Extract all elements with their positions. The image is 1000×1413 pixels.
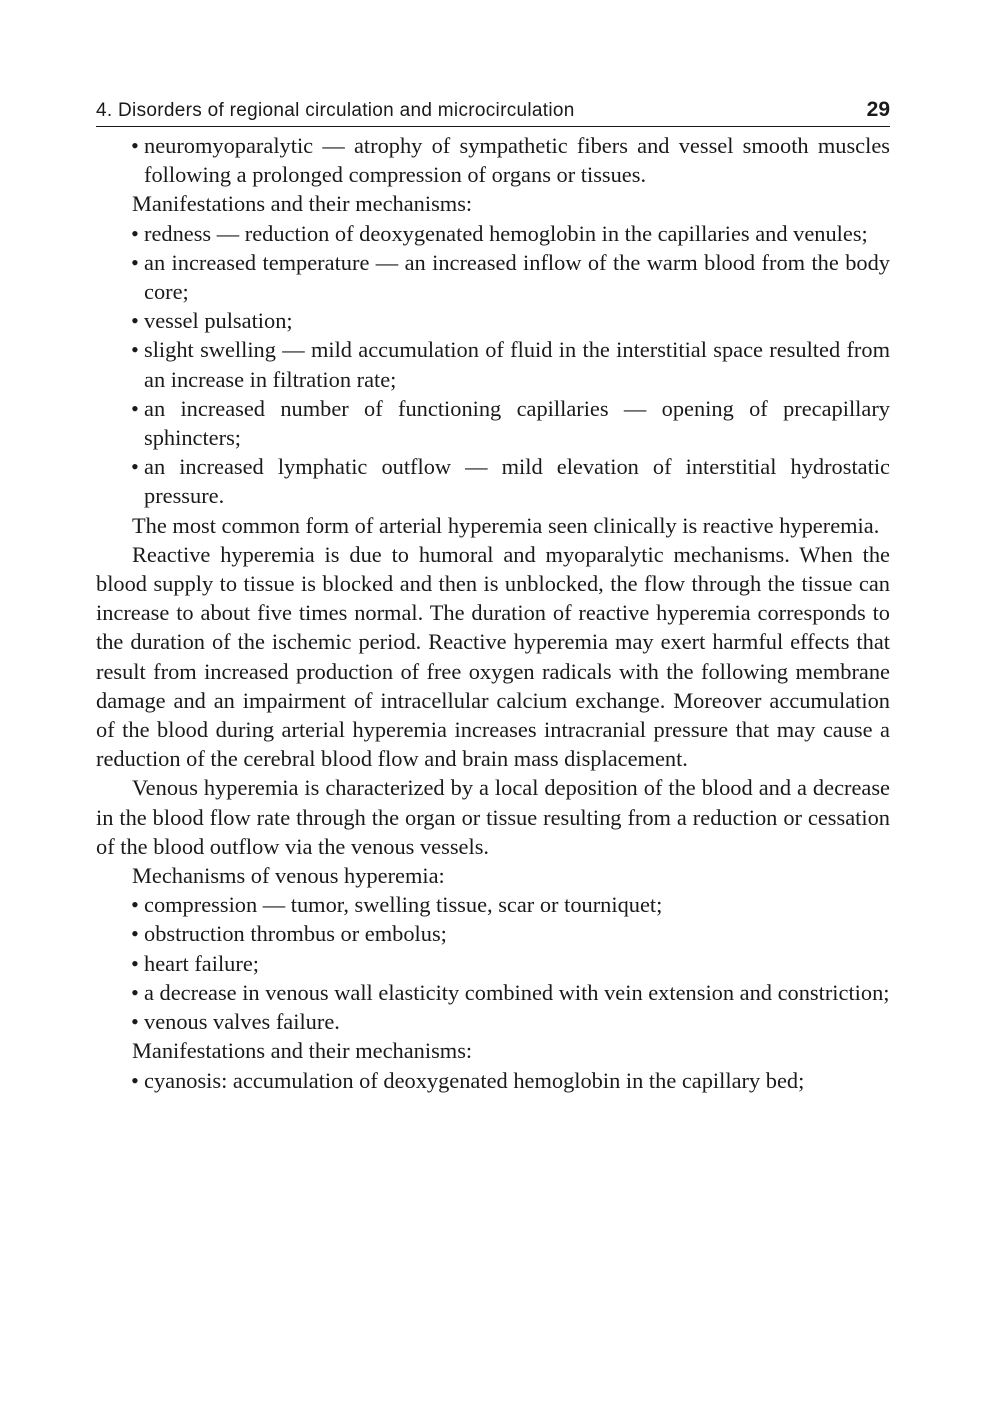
list-item: • a decrease in venous wall elasticity combined with vein extension and constriction;: [96, 978, 890, 1007]
list-item: • an increased number of functioning capillaries — opening of precapillary sphincters;: [96, 394, 890, 452]
chapter-title: 4. Disorders of regional circulation and microcirculation: [96, 100, 575, 121]
list-item: • cyanosis: accumulation of deoxygenated hemoglobin in the capillary bed;: [96, 1066, 890, 1095]
list-item: • heart failure;: [96, 949, 890, 978]
page-number: 29: [866, 98, 890, 121]
paragraph: Venous hyperemia is characterized by a local deposition of the blood and a decrease in the blood flow rate through the organ or tissue resulting from a reduction or cessation of the blood outflow via the venous vessels.: [96, 775, 890, 859]
list-item: • redness — reduction of deoxygenated hemoglobin in the capillaries and venules;: [96, 219, 890, 248]
list-item: • compression — tumor, swelling tissue, scar or tourniquet;: [96, 890, 890, 919]
list-lead: Manifestations and their mechanisms:: [132, 191, 473, 217]
list-item: • obstruction thrombus or embolus;: [96, 919, 890, 948]
list-item: • neuromyoparalytic — atrophy of sympathetic fibers and vessel smooth muscles following a prolonged compression of organs or tissues.: [96, 131, 890, 189]
page-body: [96, 131, 890, 1095]
list-item: • slight swelling — mild accumulation of fluid in the interstitial space resulted from an increase in filtration rate;: [96, 335, 890, 393]
paragraph: The most common form of arterial hyperemia seen clinically is reactive hyperemia.: [132, 512, 880, 538]
list-item: • vessel pulsation;: [96, 306, 890, 335]
running-head: [96, 98, 890, 127]
list-lead: Manifestations and their mechanisms:: [132, 1038, 473, 1064]
book-page: [96, 98, 890, 1095]
list-item: • an increased temperature — an increased inflow of the warm blood from the body core;: [96, 248, 890, 306]
list-item: • an increased lymphatic outflow — mild elevation of interstitial hydrostatic pressure.: [96, 452, 890, 510]
list-item: • venous valves failure.: [96, 1007, 890, 1036]
list-lead: Mechanisms of venous hyperemia:: [132, 863, 445, 889]
paragraph: Reactive hyperemia is due to humoral and myoparalytic mechanisms. When the blood supply to tissue is blocked and then is unblocked, the flow through the tissue can increase to about five times normal. The duration of reactive hyperemia corresponds to the duration of the ischemic period. Reactive hyperemia may exert harmful effects that result from increased production of free oxygen radicals with the following membrane damage and an impairment of intracellular calcium exchange. Moreover accumulation of the blood during arterial hyperemia increases intracranial pressure that may cause a reduction of the cerebral blood flow and brain mass displacement.: [96, 541, 890, 772]
